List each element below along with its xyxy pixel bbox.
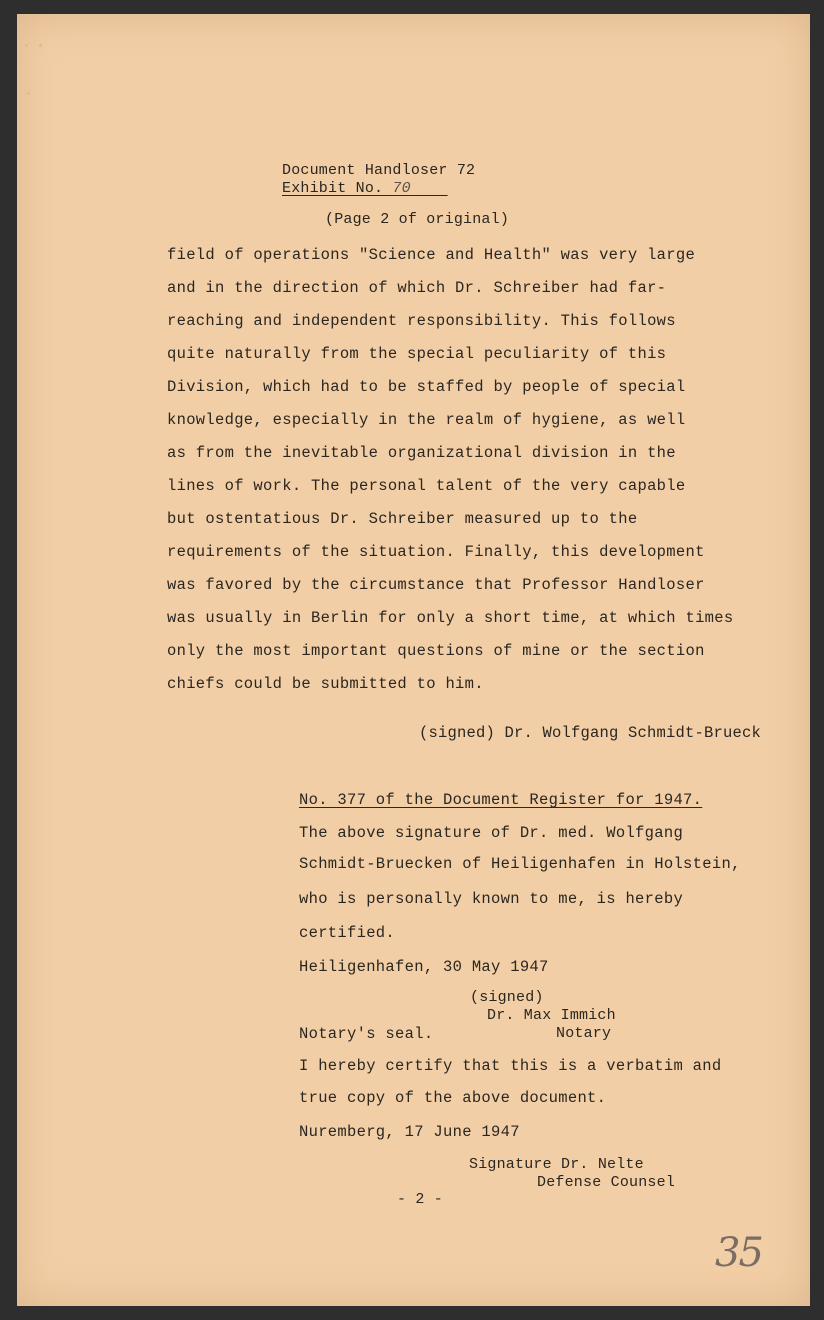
body-line: was usually in Berlin for only a short time, at which times xyxy=(167,609,734,627)
body-line: lines of work. The personal talent of the very capable xyxy=(167,477,686,495)
signed-line: (signed) Dr. Wolfgang Schmidt-Brueck xyxy=(419,724,762,742)
certification-line: who is personally known to me, is hereby xyxy=(299,890,684,908)
notary-signed-label: (signed) xyxy=(470,989,544,1006)
body-line: knowledge, especially in the realm of hygiene, as well xyxy=(167,411,686,429)
body-line: but ostentatious Dr. Schreiber measured up to the xyxy=(167,510,638,528)
body-line: and in the direction of which Dr. Schreiber had far- xyxy=(167,279,667,297)
body-line: only the most important questions of mine or the section xyxy=(167,642,705,660)
body-line: Division, which had to be staffed by people of special xyxy=(167,378,686,396)
document-title: Document Handloser 72 xyxy=(282,162,476,179)
body-line: was favored by the circumstance that Professor Handloser xyxy=(167,576,705,594)
body-line: as from the inevitable organizational division in the xyxy=(167,444,676,462)
body-line: chiefs could be submitted to him. xyxy=(167,675,484,693)
nuremberg-date: Nuremberg, 17 June 1947 xyxy=(299,1123,520,1141)
place-date: Heiligenhafen, 30 May 1947 xyxy=(299,958,549,976)
paper-mark xyxy=(25,44,28,47)
body-line: quite naturally from the special peculiarity of this xyxy=(167,345,667,363)
exhibit-prefix: Exhibit No. xyxy=(282,180,393,197)
paper-mark xyxy=(39,44,42,47)
notary-seal: Notary's seal. xyxy=(299,1025,434,1043)
register-heading: No. 377 of the Document Register for 1947. xyxy=(299,791,703,809)
certification-line: Schmidt-Bruecken of Heiligenhafen in Holstein, xyxy=(299,855,741,873)
exhibit-underline-pad xyxy=(411,180,448,197)
exhibit-line xyxy=(282,180,448,197)
notary-name: Dr. Max Immich xyxy=(487,1007,616,1024)
page-number: - 2 - xyxy=(397,1191,444,1208)
certification-line: certified. xyxy=(299,924,396,942)
paper-mark xyxy=(27,92,30,95)
verbatim-line: true copy of the above document. xyxy=(299,1089,607,1107)
page-note: (Page 2 of original) xyxy=(325,211,510,228)
counsel-signature: Signature Dr. Nelte xyxy=(469,1156,644,1173)
body-line: field of operations "Science and Health" was very large xyxy=(167,246,696,264)
exhibit-number: 70 xyxy=(392,180,411,197)
notary-title: Notary xyxy=(556,1025,612,1042)
document-page xyxy=(17,14,810,1306)
body-line: requirements of the situation. Finally, this development xyxy=(167,543,705,561)
certification-line: The above signature of Dr. med. Wolfgang xyxy=(299,824,684,842)
body-line: reaching and independent responsibility. This follows xyxy=(167,312,676,330)
handwritten-page-number: 35 xyxy=(715,1230,762,1276)
verbatim-line: I hereby certify that this is a verbatim and xyxy=(299,1057,722,1075)
counsel-title: Defense Counsel xyxy=(537,1174,676,1191)
